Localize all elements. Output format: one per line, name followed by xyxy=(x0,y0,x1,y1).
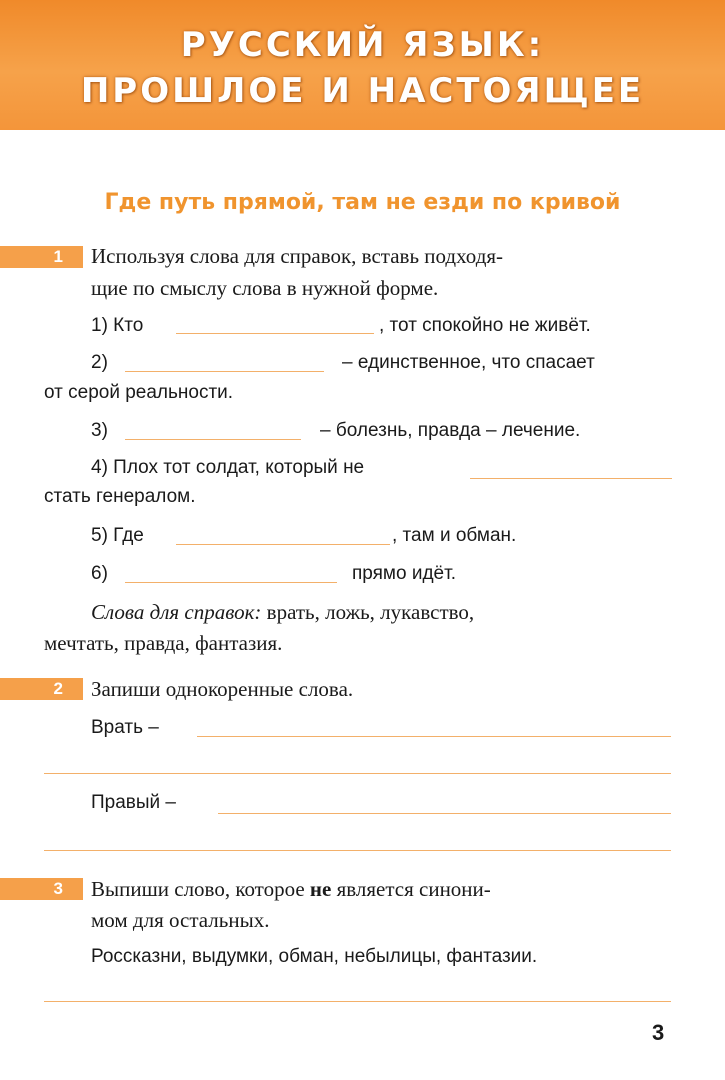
task-3-number-badge: 3 xyxy=(0,878,83,900)
task-3-instruction-start: Выпиши слово, которое xyxy=(91,877,305,901)
task-3-instruction-emphasis: не xyxy=(309,877,332,901)
task-1-item-6-answer-line[interactable] xyxy=(125,582,337,583)
task-1-item-5-end: , там и обман. xyxy=(392,525,517,546)
task-2-number-badge: 2 xyxy=(0,678,83,700)
task-1-item-6-end: прямо идёт. xyxy=(352,563,456,584)
page-title-line-1: РУССКИЙ ЯЗЫК: xyxy=(180,25,545,65)
task-2-extra-answer-line-1[interactable] xyxy=(44,773,671,774)
task-1-number-badge: 1 xyxy=(0,246,83,268)
task-2-word-1: Врать – xyxy=(91,717,159,738)
task-2-word-1-answer-line[interactable] xyxy=(197,736,671,737)
task-3-instruction-end: является синони- xyxy=(336,877,491,901)
task-1-item-6-start: 6) xyxy=(91,563,108,584)
task-1-item-2-answer-line[interactable] xyxy=(125,371,324,372)
task-3-instruction-line-2: мом для остальных. xyxy=(91,908,270,932)
task-3-word-list: Россказни, выдумки, обман, небылицы, фантазии. xyxy=(91,946,538,967)
task-1-item-5-start: 5) Где xyxy=(91,525,144,546)
task-1-item-4-answer-line[interactable] xyxy=(470,478,672,479)
task-1-item-2-continuation: от серой реальности. xyxy=(44,382,234,403)
task-2-instruction: Запиши однокоренные слова. xyxy=(91,677,354,701)
task-1-instruction-line-2: щие по смыслу слова в нужной форме. xyxy=(91,276,439,300)
task-1-item-2-start: 2) xyxy=(91,352,108,373)
task-1-item-4-start: 4) Плох тот солдат, который не xyxy=(91,457,365,478)
task-1-item-1-answer-line[interactable] xyxy=(176,333,374,334)
task-1-item-5-answer-line[interactable] xyxy=(176,544,390,545)
task-1-item-2-end: – единственное, что спасает xyxy=(342,352,595,373)
task-1-item-1-start: 1) Кто xyxy=(91,315,144,336)
page-title-line-2: ПРОШЛОЕ И НАСТОЯЩЕЕ xyxy=(80,71,645,111)
reference-words-label: Слова для справок: xyxy=(91,600,262,624)
task-2-word-2: Правый – xyxy=(91,792,176,813)
task-3-answer-line[interactable] xyxy=(44,1001,671,1002)
task-1-item-1-end: , тот спокойно не живёт. xyxy=(379,315,591,336)
task-1-item-3-start: 3) xyxy=(91,420,108,441)
header-banner xyxy=(0,0,725,130)
task-1-item-4-continuation: стать генералом. xyxy=(44,486,196,507)
task-1-reference-words xyxy=(91,600,474,625)
page-title xyxy=(0,22,725,114)
task-2-extra-answer-line-2[interactable] xyxy=(44,850,671,851)
task-1-item-3-answer-line[interactable] xyxy=(125,439,301,440)
task-1-item-3-end: – болезнь, правда – лечение. xyxy=(320,420,581,441)
reference-words-list: врать, ложь, лукавство, xyxy=(266,600,475,624)
task-3-instruction-line-1 xyxy=(91,877,491,902)
task-1-reference-words-line-2: мечтать, правда, фантазия. xyxy=(44,631,283,655)
task-2-word-2-answer-line[interactable] xyxy=(218,813,671,814)
section-subtitle: Где путь прямой, там не езди по кривой xyxy=(104,190,621,215)
page-number: 3 xyxy=(652,1020,665,1045)
task-1-instruction-line-1: Используя слова для справок, вставь подходя- xyxy=(91,244,504,268)
